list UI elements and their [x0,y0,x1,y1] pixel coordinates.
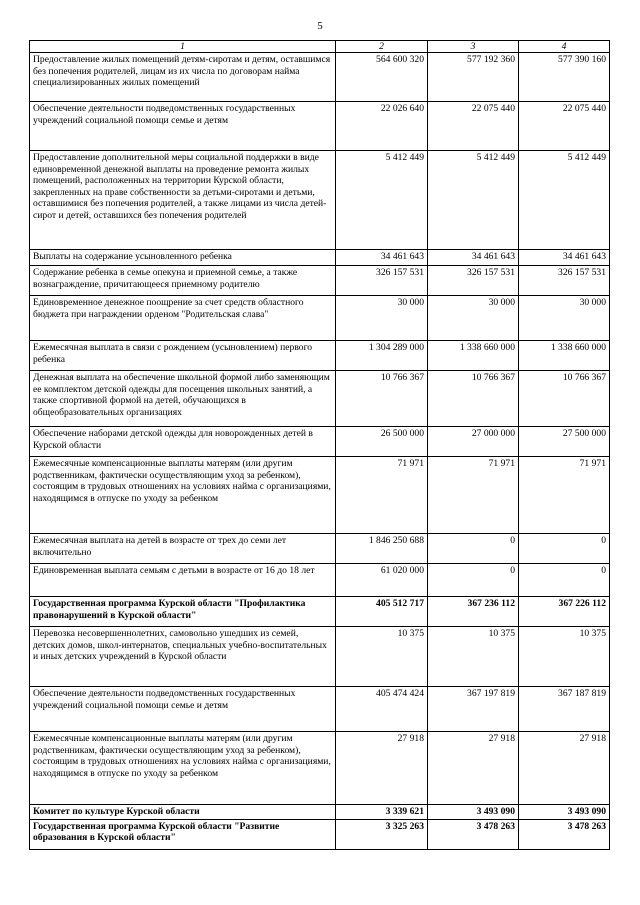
row-value-2025: 367 187 819 [519,687,610,732]
row-value-2024: 3 493 090 [428,805,519,820]
table-row [30,534,610,564]
table-row [30,266,610,296]
row-value-2023: 10 766 367 [336,371,428,427]
row-value-2023: 5 412 449 [336,151,428,250]
row-value-2023: 564 600 320 [336,53,428,102]
row-value-2024: 10 375 [428,627,519,687]
row-value-2023: 30 000 [336,296,428,341]
table-row [30,805,610,820]
row-name: Предоставление дополнительной меры социальной поддержки в виде единовременной денежной выплаты на проведение ремонта жилых помещений, расположенных на территории Курской области, закрепленных на праве собственности за детьми-сиротами и детьми, оставшимися без попечения родителей, а также лицами из числа детей-сирот и детей, оставшихся без попечения родителей [30,151,336,250]
table-row [30,250,610,266]
row-value-2024: 326 157 531 [428,266,519,296]
row-value-2023: 405 474 424 [336,687,428,732]
header-row [30,41,610,53]
header-col-1: 1 [30,41,336,53]
row-value-2023: 1 846 250 688 [336,534,428,564]
row-value-2023: 1 304 289 000 [336,341,428,371]
row-value-2023: 3 339 621 [336,805,428,820]
row-name: Государственная программа Курской области "Развитие образования в Курской области" [30,819,336,849]
row-name: Предоставление жилых помещений детям-сиротам и детям, оставшимся без попечения родителей, лицам из их числа по договорам найма специализированных жилых помещений [30,53,336,102]
header-col-2: 2 [336,41,428,53]
row-value-2023: 326 157 531 [336,266,428,296]
row-name: Единовременная выплата семьям с детьми в возрасте от 16 до 18 лет [30,564,336,597]
row-name: Ежемесячная выплата на детей в возрасте от трех до семи лет включительно [30,534,336,564]
row-value-2023: 22 026 640 [336,102,428,151]
row-value-2025: 10 375 [519,627,610,687]
row-value-2025: 326 157 531 [519,266,610,296]
budget-table [29,40,610,850]
row-value-2024: 22 075 440 [428,102,519,151]
row-value-2025: 22 075 440 [519,102,610,151]
row-name: Обеспечение наборами детской одежды для новорожденных детей в Курской области [30,427,336,457]
row-value-2024: 30 000 [428,296,519,341]
row-name: Перевозка несовершеннолетних, самовольно ушедших из семей, детских домов, школ-интернатов, специальных учебно-воспитательных и иных детских учреждений в Курской области [30,627,336,687]
row-value-2024: 27 000 000 [428,427,519,457]
row-value-2023: 26 500 000 [336,427,428,457]
row-value-2023: 405 512 717 [336,597,428,627]
row-value-2024: 71 971 [428,457,519,534]
table-row [30,457,610,534]
row-value-2025: 1 338 660 000 [519,341,610,371]
row-name: Комитет по культуре Курской области [30,805,336,820]
table-row [30,341,610,371]
table-row [30,732,610,805]
table-row [30,564,610,597]
table-row [30,102,610,151]
row-value-2025: 10 766 367 [519,371,610,427]
row-name: Ежемесячные компенсационные выплаты матерям (или другим родственникам, фактически осуществляющим уход за ребенком), состоящим в трудовых отношениях на условиях найма с организациями, находящимся в отпуске по уходу за ребенком [30,732,336,805]
row-name: Государственная программа Курской области "Профилактика правонарушений в Курской области" [30,597,336,627]
header-col-4: 4 [519,41,610,53]
table-row [30,819,610,849]
row-value-2025: 367 226 112 [519,597,610,627]
table-row [30,371,610,427]
row-value-2024: 1 338 660 000 [428,341,519,371]
row-value-2025: 0 [519,534,610,564]
row-name: Обеспечение деятельности подведомственных государственных учреждений социальной помощи семье и детям [30,102,336,151]
row-value-2024: 0 [428,564,519,597]
row-value-2024: 367 236 112 [428,597,519,627]
table-row [30,427,610,457]
row-value-2023: 27 918 [336,732,428,805]
row-name: Обеспечение деятельности подведомственных государственных учреждений социальной помощи семье и детям [30,687,336,732]
table-row [30,53,610,102]
row-name: Ежемесячная выплата в связи с рождением (усыновлением) первого ребенка [30,341,336,371]
row-name: Ежемесячные компенсационные выплаты матерям (или другим родственникам, фактически осуществляющим уход за ребенком), состоящим в трудовых отношениях на условиях найма с организациями, находящимся в отпуске по уходу за ребенком [30,457,336,534]
row-value-2025: 30 000 [519,296,610,341]
row-value-2024: 5 412 449 [428,151,519,250]
row-value-2023: 34 461 643 [336,250,428,266]
row-name: Содержание ребенка в семье опекуна и приемной семье, а также вознаграждение, причитающееся приемному родителю [30,266,336,296]
row-value-2024: 10 766 367 [428,371,519,427]
row-value-2025: 27 918 [519,732,610,805]
header-col-3: 3 [428,41,519,53]
row-value-2023: 10 375 [336,627,428,687]
row-value-2025: 27 500 000 [519,427,610,457]
row-value-2023: 3 325 263 [336,819,428,849]
table-row [30,597,610,627]
row-value-2025: 0 [519,564,610,597]
row-value-2025: 34 461 643 [519,250,610,266]
row-value-2024: 3 478 263 [428,819,519,849]
row-name: Выплаты на содержание усыновленного ребенка [30,250,336,266]
table-row [30,627,610,687]
row-value-2024: 367 197 819 [428,687,519,732]
row-value-2024: 0 [428,534,519,564]
row-value-2024: 577 192 360 [428,53,519,102]
page-number: 5 [317,20,323,32]
row-value-2025: 3 493 090 [519,805,610,820]
row-value-2025: 3 478 263 [519,819,610,849]
row-value-2024: 34 461 643 [428,250,519,266]
row-name: Единовременное денежное поощрение за счет средств областного бюджета при награждении орденом "Родительская слава" [30,296,336,341]
table-row [30,687,610,732]
row-value-2024: 27 918 [428,732,519,805]
row-name: Денежная выплата на обеспечение школьной формой либо заменяющим ее комплектом детской одежды для посещения школьных занятий, а также спортивной формой на детей, обучающихся в общеобразовательных организациях [30,371,336,427]
table-row [30,151,610,250]
table-row [30,296,610,341]
row-value-2025: 71 971 [519,457,610,534]
row-value-2025: 5 412 449 [519,151,610,250]
row-value-2025: 577 390 160 [519,53,610,102]
row-value-2023: 61 020 000 [336,564,428,597]
row-value-2023: 71 971 [336,457,428,534]
